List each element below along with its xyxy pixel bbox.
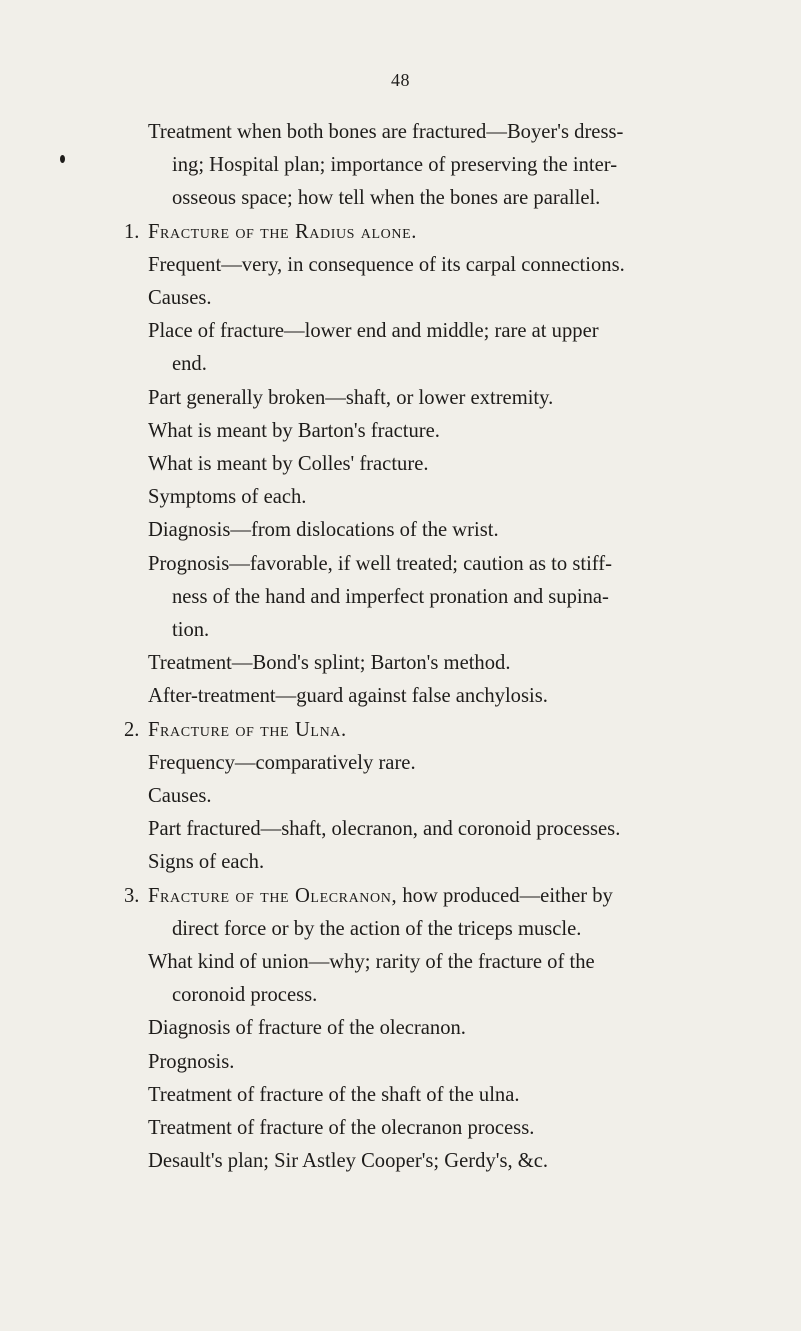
section-title-rest: how produced—either by — [397, 884, 613, 907]
text-line: Diagnosis—from dislocations of the wrist. — [148, 519, 499, 542]
text-line: direct force or by the action of the triceps muscle. — [172, 917, 582, 940]
section-number: 2. — [124, 718, 140, 741]
text-line: ing; Hospital plan; importance of preserving the inter- — [172, 154, 618, 177]
section-heading-ulna — [124, 714, 768, 747]
section-number: 1. — [124, 220, 140, 243]
text-line: What is meant by Barton's fracture. — [148, 419, 440, 442]
section-number: 3. — [124, 884, 140, 907]
section-title: Fracture of the Olecranon, — [148, 884, 398, 907]
text-line: Signs of each. — [148, 851, 265, 874]
page-number: 48 — [391, 70, 410, 90]
text-line: Prognosis. — [148, 1050, 235, 1073]
text-line: osseous space; how tell when the bones are parallel. — [172, 187, 601, 210]
text-line: After-treatment—guard against false anchylosis. — [148, 685, 548, 708]
text-line: Place of fracture—lower end and middle; rare at upper — [148, 320, 599, 343]
text-line: Treatment of fracture of the shaft of the ulna. — [148, 1083, 520, 1106]
text-line: Causes. — [148, 287, 212, 310]
text-line: Treatment when both bones are fractured—Boyer's dress- — [148, 121, 624, 143]
text-line: Treatment of fracture of the olecranon process. — [148, 1117, 535, 1140]
text-line: Part generally broken—shaft, or lower extremity. — [148, 386, 554, 409]
text-line: end. — [172, 353, 207, 376]
text-line: Treatment—Bond's splint; Barton's method. — [148, 652, 511, 675]
section-title: Fracture of the Radius alone. — [148, 220, 417, 243]
body-text — [124, 116, 768, 1179]
text-line: Prognosis—favorable, if well treated; caution as to stiff- — [148, 552, 613, 575]
text-line: tion. — [172, 619, 210, 642]
text-line: Part fractured—shaft, olecranon, and coronoid processes. — [148, 818, 621, 841]
section-heading-radius — [124, 216, 768, 249]
text-line: What is meant by Colles' fracture. — [148, 453, 429, 476]
text-line: What kind of union—why; rarity of the fracture of the — [148, 951, 595, 974]
text-line: coronoid process. — [172, 984, 318, 1007]
text-line: Frequent—very, in consequence of its carpal connections. — [148, 253, 625, 276]
text-line: Desault's plan; Sir Astley Cooper's; Gerdy's, &c. — [148, 1150, 549, 1173]
ink-mark — [60, 155, 65, 163]
section-title: Fracture of the Ulna. — [148, 718, 347, 741]
text-line: Causes. — [148, 785, 212, 808]
text-line: Symptoms of each. — [148, 486, 307, 509]
text-line: Diagnosis of fracture of the olecranon. — [148, 1017, 466, 1040]
text-line: ness of the hand and imperfect pronation and supina- — [172, 585, 609, 608]
section-heading-olecranon — [124, 880, 768, 913]
text-line: Frequency—comparatively rare. — [148, 751, 416, 774]
